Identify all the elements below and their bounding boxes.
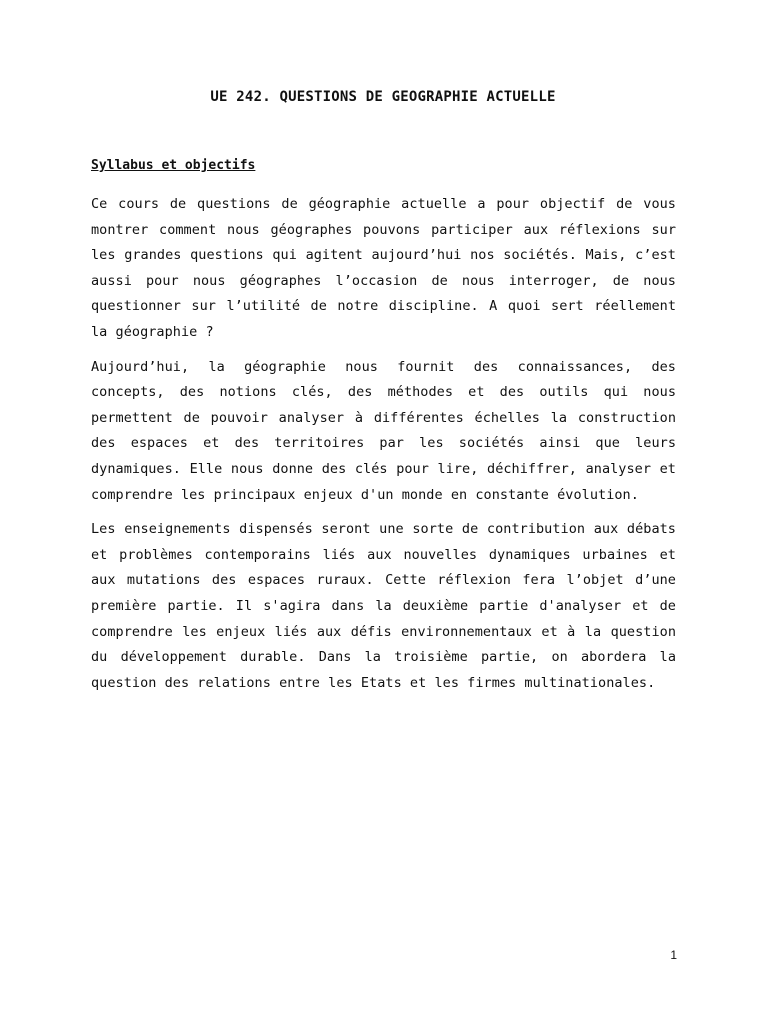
page-number: 1 xyxy=(670,948,677,962)
document-title: UE 242. QUESTIONS DE GEOGRAPHIE ACTUELLE xyxy=(210,89,556,105)
paragraph: Aujourd’hui, la géographie nous fournit des connaissances, des concepts, des notions clés, des méthodes et des outils qui nous permettent de pouvoir analyser à différentes échelles la construction des espaces et des territoires par les sociétés ainsi que leurs dynamiques. Elle nous donne des clés pour lire, déchiffrer, analyser et comprendre les principaux enjeux d'un monde en constante évolution. xyxy=(91,358,676,503)
paragraph: Ce cours de questions de géographie actuelle a pour objectif de vous montrer comment nous géographes pouvons participer aux réflexions sur les grandes questions qui agitent aujourd’hui nos sociétés. Mais, c’est aussi pour nous géographes l’occasion de nous interroger, de nous questionner sur l’utilité de notre discipline. A quoi sert réellement la géographie ? xyxy=(91,196,676,340)
document-body xyxy=(91,192,676,705)
section-heading: Syllabus et objectifs xyxy=(91,158,256,173)
paragraph: Les enseignements dispensés seront une sorte de contribution aux débats et problèmes contemporains liés aux nouvelles dynamiques urbaines et aux mutations des espaces ruraux. Cette réflexion fera l’objet d’une première partie. Il s'agira dans la deuxième partie d'analyser et de comprendre les enjeux liés aux défis environnementaux et à la question du développement durable. Dans la troisième partie, on abordera la question des relations entre les Etats et les firmes multinationales. xyxy=(91,521,676,691)
